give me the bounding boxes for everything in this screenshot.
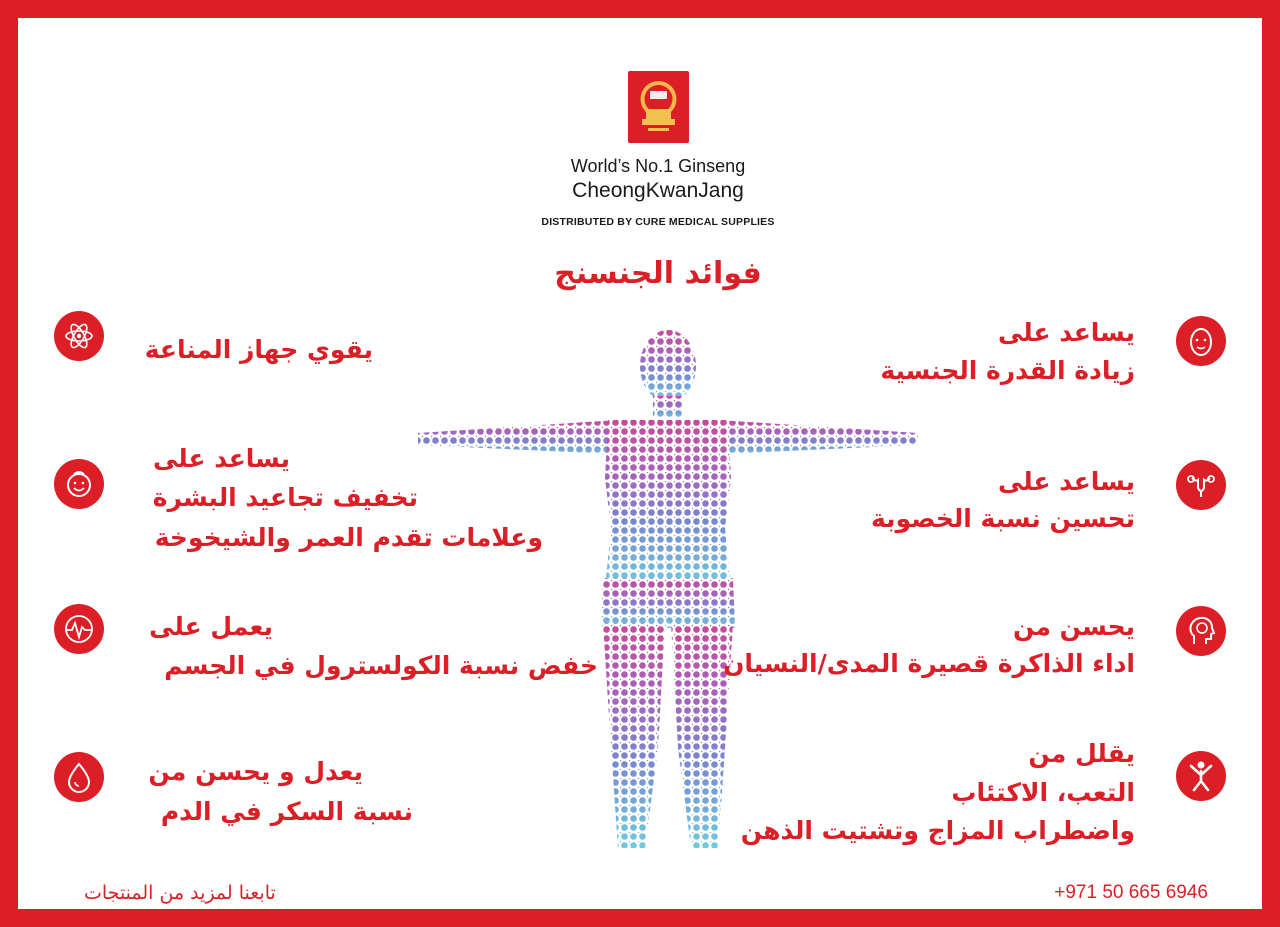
face-icon [1176, 316, 1226, 366]
brand-tagline: World’s No.1 Ginseng [570, 156, 746, 176]
blood-drop-icon [54, 752, 104, 802]
brand-name: CheongKwanJang [572, 179, 744, 202]
brand-logo [628, 71, 689, 143]
benefit-sugar-line2: نسبة السكر في الدم [160, 797, 413, 826]
benefit-fertility-line2: تحسين نسبة الخصوبة [871, 504, 1135, 533]
benefit-fatigue-line1: يقلل من [1028, 739, 1135, 768]
uterus-icon [1176, 460, 1226, 510]
benefit-skin-line1: يساعد على [152, 444, 290, 473]
brain-head-icon [1176, 606, 1226, 656]
heartbeat-icon [54, 604, 104, 654]
benefit-fatigue-line3: واضطراب المزاج وتشتيت الذهن [740, 816, 1135, 845]
benefit-sexual-line1: يساعد على [997, 318, 1135, 347]
benefit-cholesterol-line2: خفض نسبة الكولسترول في الجسم [164, 651, 598, 680]
phone-number[interactable]: +971 50 665 6946 [1054, 882, 1208, 903]
human-body-illustration [413, 328, 923, 858]
benefit-memory-line2: اداء الذاكرة قصيرة المدى/النسيان [723, 649, 1135, 678]
benefit-skin-line2: تخفيف تجاعيد البشرة [152, 483, 418, 512]
page-title: فوائد الجنسنج [554, 256, 762, 291]
benefit-cholesterol-line1: يعمل على [149, 612, 273, 641]
benefit-fatigue-line2: التعب، الاكتئاب [951, 778, 1135, 807]
benefit-sugar-line1: يعدل و يحسن من [148, 757, 363, 786]
person-icon [1176, 751, 1226, 801]
distributor-text: DISTRIBUTED BY CURE MEDICAL SUPPLIES [541, 216, 775, 228]
benefit-skin-line3: وعلامات تقدم العمر والشيخوخة [154, 523, 543, 552]
benefit-immunity-line1: يقوي جهاز المناعة [144, 335, 373, 364]
benefit-memory-line1: يحسن من [1012, 612, 1135, 641]
smiling-face-icon [54, 459, 104, 509]
follow-us-text: تابعنا لمزيد من المنتجات [84, 882, 276, 904]
benefit-fertility-line1: يساعد على [997, 467, 1135, 496]
benefit-sexual-line2: زيادة القدرة الجنسية [880, 356, 1135, 385]
atom-icon [54, 311, 104, 361]
